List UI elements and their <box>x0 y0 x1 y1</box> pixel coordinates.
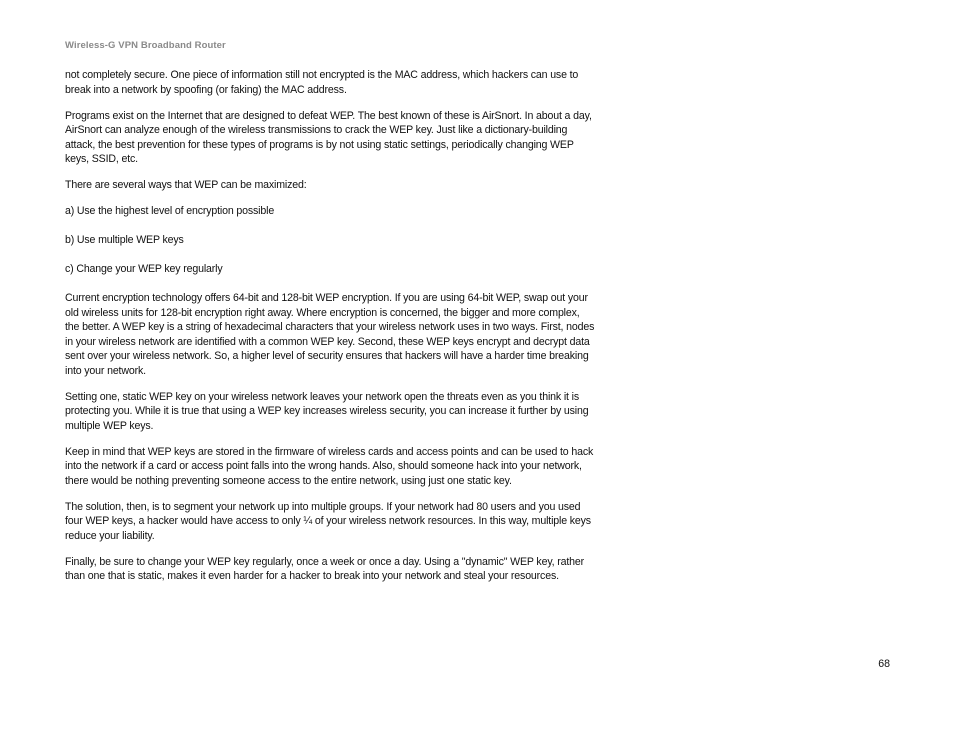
paragraph-change-regularly: Finally, be sure to change your WEP key regularly, once a week or once a day. Using a "dynamic" WEP key, rather than one that is static, makes it even harder for a hacker to break into your network and steal your resources. <box>65 555 585 582</box>
paragraph-static-key: Setting one, static WEP key on your wireless network leaves your network open the threats even as you think it is protecting you. While it is true that using a WEP key increases wireless security, you can increase it further by using multiple WEP keys. <box>65 390 589 432</box>
page-number: 68 <box>878 658 890 670</box>
paragraph-mac-address: not completely secure. One piece of information still not encrypted is the MAC address, which hackers can use to break into a network by spoofing (or faking) the MAC address. <box>65 69 579 96</box>
paragraph-firmware-keys: Keep in mind that WEP keys are stored in the firmware of wireless cards and access points and can be used to hack into the network if a card or access point falls into the wrong hands. Also, should someone hack into your network, there would be nothing preventing someone access to the entire network, using just one static key. <box>65 445 594 487</box>
list-item-highest-encryption: a) Use the highest level of encryption possible <box>65 205 275 217</box>
paragraph-encryption-technology: Current encryption technology offers 64-bit and 128-bit WEP encryption. If you are using 64-bit WEP, swap out your old wireless units for 128-bit encryption right away. Where encryption is concerned, the bigger and more complex, the better. A WEP key is a string of hexadecimal characters that your wireless network uses in two ways. First, nodes in your wireless network are identified with a common WEP key. Second, these WEP keys encrypt and decrypt data sent over your wireless network. So, a higher level of security ensures that hackers will have a harder time breaking into your network. <box>65 292 595 377</box>
paragraph-segment-network: The solution, then, is to segment your network up into multiple groups. If your network had 80 users and you used four WEP keys, a hacker would have access to only ¼ of your wireless network resources. In this way, multiple keys reduce your liability. <box>65 500 591 542</box>
paragraph-wep-ways-intro: There are several ways that WEP can be maximized: <box>65 179 307 191</box>
body-text <box>65 68 595 595</box>
list-item-multiple-keys: b) Use multiple WEP keys <box>65 234 184 246</box>
list-item-change-key: c) Change your WEP key regularly <box>65 263 223 275</box>
paragraph-airsnort: Programs exist on the Internet that are designed to defeat WEP. The best known of these is AirSnort. In about a day, AirSnort can analyze enough of the wireless transmissions to crack the WEP key. Just like a dictionary-building attack, the best prevention for these types of programs is by not using static settings, periodically changing WEP keys, SSID, etc. <box>65 109 592 165</box>
running-header: Wireless-G VPN Broadband Router <box>65 40 226 51</box>
